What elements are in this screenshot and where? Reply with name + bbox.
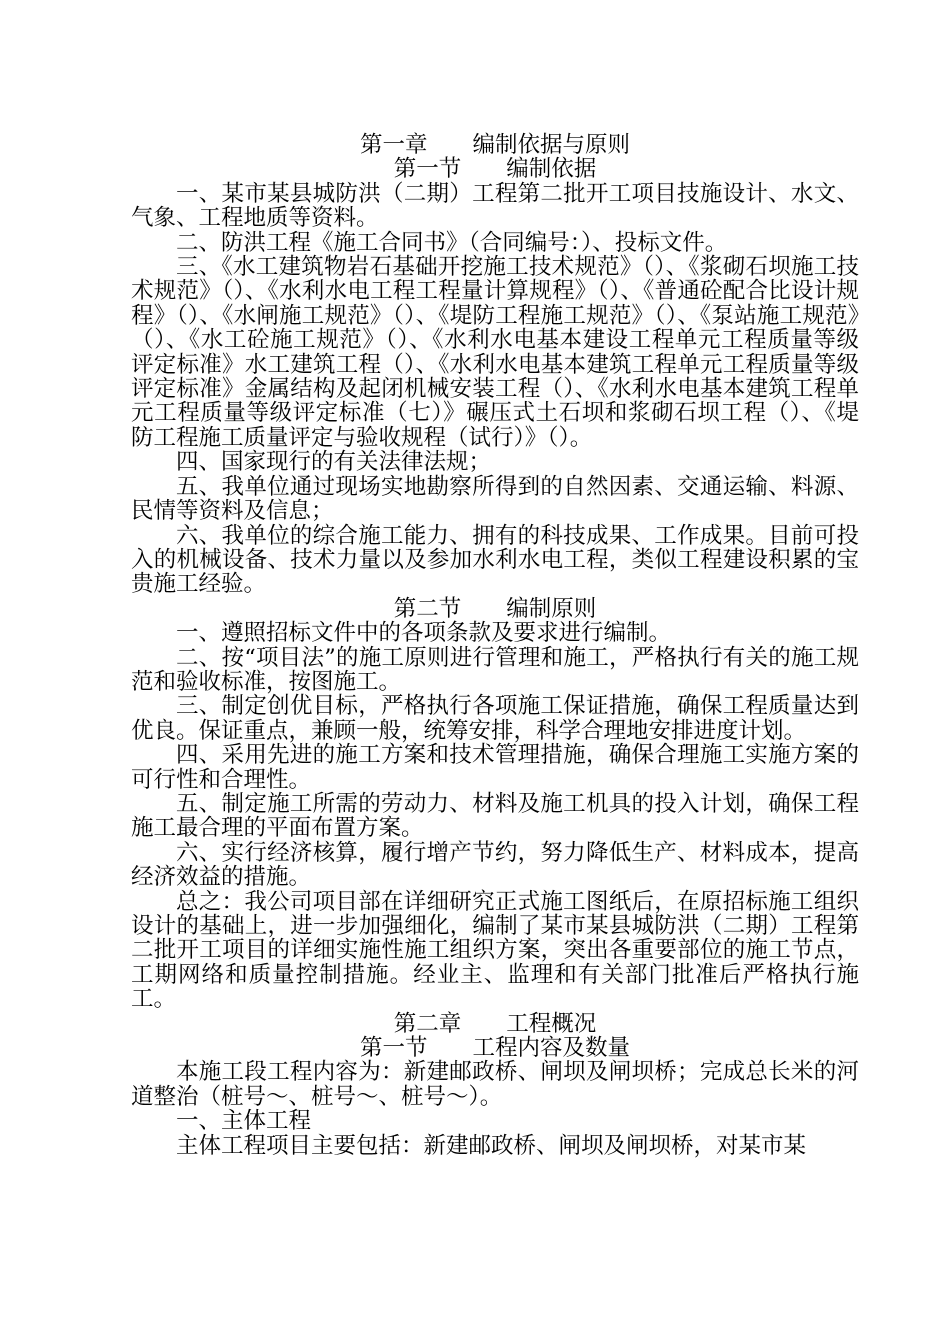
paragraph: 五、制定施工所需的劳动力、材料及施工机具的投入计划，确保工程施工最合理的平面布置方案。	[131, 790, 859, 842]
paragraph: 六、我单位的综合施工能力、拥有的科技成果、工作成果。目前可投入的机械设备、技术力量以及参加水利水电工程，类似工程建设积累的宝贵施工经验。	[131, 522, 859, 598]
chapter-2-title: 第二章 工程概况	[393, 1010, 597, 1037]
document-page	[131, 133, 859, 1158]
section-1-2-title: 第二节 编制原则	[393, 595, 597, 622]
paragraph: 六、实行经济核算，履行增产节约，努力降低生产、材料成本，提高经济效益的措施。	[131, 839, 859, 891]
paragraph: 三、《水工建筑物岩石基础开挖施工技术规范》（）、《浆砌石坝施工技术规范》（）、《水利水电工程工程量计算规程》（）、《普通砼配合比设计规程》（）、《水闸施工规范》（）、《堤防工程施工规范》（）、《泵站施工规范》（）、《水工砼施工规范》（）、《水利水电基本建设工程单元工程质量等级评定标准》水工建筑工程（）、《水利水电基本建筑工程单元工程质量等级评定标准》金属结构及起闭机械安装工程（）、《水利水电基本建筑工程单元工程质量等级评定标准（七）》碾压式土石坝和浆砌石坝工程（）、《堤防工程施工质量评定与验收规程（试行）》（）。	[131, 254, 859, 451]
paragraph: 二、防洪工程《施工合同书》（合同编号：）、投标文件。	[176, 229, 728, 256]
paragraph: 总之：我公司项目部在详细研究正式施工图纸后，在原招标施工组织设计的基础上，进一步加强细化，编制了某市某县城防洪（二期）工程第二批开工项目的详细实施性施工组织方案，突出各重要部位的施工节点，工期网络和质量控制措施。经业主、监理和有关部门批准后严格执行施工。	[131, 888, 859, 1013]
section-2-1-title: 第一节 工程内容及数量	[359, 1035, 630, 1062]
paragraph: 三、制定创优目标，严格执行各项施工保证措施，确保工程质量达到优良。保证重点，兼顾一般，统筹安排，科学合理地安排进度计划。	[131, 693, 859, 744]
paragraph: 四、国家现行的有关法律法规；	[176, 449, 492, 476]
chapter-1-title: 第一章 编制依据与原则	[359, 132, 630, 158]
paragraph: 主体工程项目主要包括：新建邮政桥、闸坝及闸坝桥，对某市某	[176, 1132, 807, 1159]
paragraph: 二、按“项目法”的施工原则进行管理和施工，严格执行有关的施工规范和验收标准，按图施工。	[131, 644, 859, 695]
paragraph: 五、我单位通过现场实地勘察所得到的自然因素、交通运输、料源、民情等资料及信息；	[131, 473, 859, 525]
paragraph: 一、遵照招标文件中的各项条款及要求进行编制。	[176, 620, 672, 647]
subheading: 一、主体工程	[176, 1108, 312, 1135]
paragraph: 一、某市某县城防洪（二期）工程第二批开工项目技施设计、水文、气象、工程地质等资料。	[131, 180, 859, 232]
paragraph: 四、采用先进的施工方案和技术管理措施，确保合理施工实施方案的可行性和合理性。	[131, 742, 859, 793]
section-1-1-title: 第一节 编制依据	[393, 156, 597, 183]
paragraph: 本施工段工程内容为：新建邮政桥、闸坝及闸坝桥；完成总长米的河道整治（桩号～、桩号～、桩号～）。	[131, 1059, 859, 1110]
